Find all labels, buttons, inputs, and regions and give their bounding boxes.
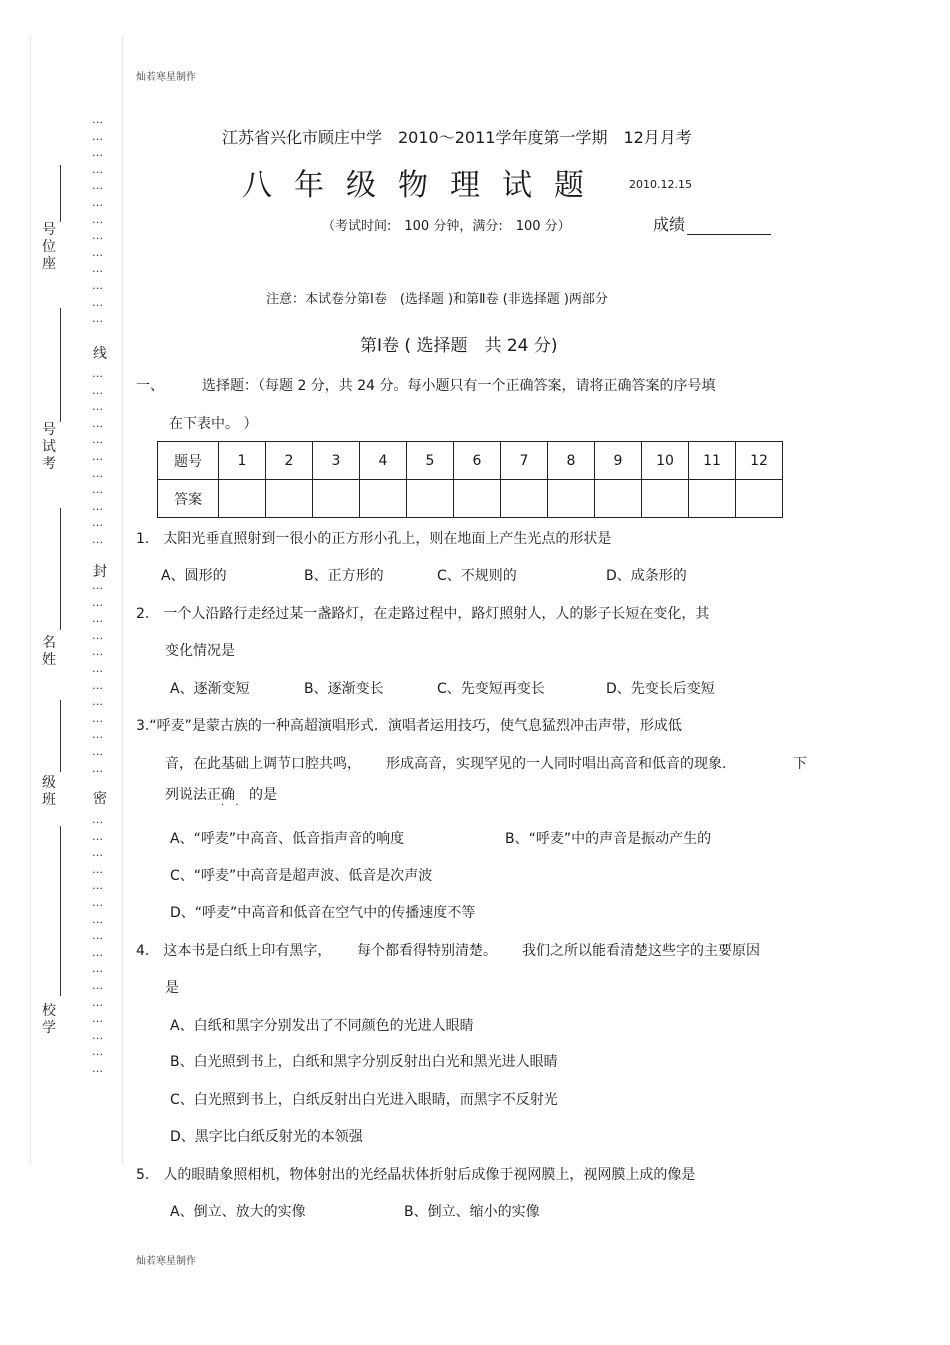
watermark-bottom: 灿若寒星制作 xyxy=(136,1256,196,1267)
answer-cell[interactable] xyxy=(548,480,595,518)
question-3-stem-cont-b: 形成高音，实现罕见的一人同时唱出高音和低音的现象. xyxy=(386,756,727,772)
question-4-stem-a: 4. 这本书是白纸上印有黑字， xyxy=(136,943,332,959)
answer-table-label-number: 题号 xyxy=(158,442,219,480)
answer-cell[interactable] xyxy=(407,480,454,518)
answer-cell[interactable] xyxy=(595,480,642,518)
question-3-stem-cont-a: 音，在此基础上调节口腔共鸣， xyxy=(165,756,361,772)
question-4-stem-cont: 是 xyxy=(165,980,179,996)
seal-dots-3: … … … … … … … … … … … … xyxy=(92,579,104,775)
answer-table-number: 7 xyxy=(501,442,548,480)
question-4-option-d: D、黑字比白纸反射光的本领强 xyxy=(170,1129,363,1145)
school-label: 校学 xyxy=(42,1003,56,1036)
binding-line-3 xyxy=(60,508,61,630)
binding-line-4 xyxy=(60,700,61,772)
part-instruction: 选择题：（每题 2 分，共 24 分。每小题只有一个正确答案，请将正确答案的序号填 xyxy=(202,378,716,394)
score-blank xyxy=(687,216,771,235)
answer-cell[interactable] xyxy=(689,480,736,518)
question-1-option-b: B、正方形的 xyxy=(304,568,384,584)
question-2-option-d: D、先变长后变短 xyxy=(606,681,715,697)
question-3-stem-cont2: 列说法正确 的是 xyxy=(165,787,277,803)
part-number: 一、 xyxy=(136,378,164,394)
answer-table-header-row xyxy=(158,442,783,480)
question-1-option-a: A、圆形的 xyxy=(161,568,227,584)
answer-table-label-answer: 答案 xyxy=(158,480,219,518)
page-margin-left xyxy=(30,35,31,1165)
answer-table-number: 4 xyxy=(360,442,407,480)
answer-table-number: 12 xyxy=(736,442,783,480)
answer-table-number: 10 xyxy=(642,442,689,480)
question-2-option-b: B、逐渐变长 xyxy=(304,681,384,697)
question-3-option-a: A、“呼麦”中高音、低音指声音的响度 xyxy=(170,831,405,847)
answer-table-number: 1 xyxy=(219,442,266,480)
answer-cell[interactable] xyxy=(313,480,360,518)
answer-cell[interactable] xyxy=(501,480,548,518)
notice: 注意：本试卷分第Ⅰ卷 (选择题 )和第Ⅱ卷 (非选择题 )两部分 xyxy=(266,292,608,307)
answer-cell[interactable] xyxy=(266,480,313,518)
question-2-option-a: A、逐渐变短 xyxy=(170,681,250,697)
section-title: 第Ⅰ卷 ( 选择题 共 24 分) xyxy=(360,336,558,356)
question-3-option-b: B、“呼麦”中的声音是振动产生的 xyxy=(505,831,712,847)
seat-number-label: 号位座 xyxy=(42,222,56,272)
seal-char-seal: 封 xyxy=(93,564,107,580)
question-5-option-a: A、倒立、放大的实像 xyxy=(170,1204,306,1220)
seal-dots-2: … … … … … … … … … … … xyxy=(92,367,104,546)
name-label: 名姓 xyxy=(42,635,56,668)
question-3-stem-cont-c: 下 xyxy=(793,756,807,772)
question-4-stem-b: 每个都看得特别清楚。 xyxy=(357,943,497,959)
question-1-option-d: D、成条形的 xyxy=(606,568,687,584)
question-1-stem: 1. 太阳光垂直照射到一很小的正方形小孔上，则在地面上产生光点的形状是 xyxy=(136,531,612,547)
seal-dots-1: … … … … … … … … … … … … … xyxy=(92,113,104,326)
binding-line-1 xyxy=(60,165,61,222)
binding-line-5 xyxy=(60,826,61,996)
answer-table xyxy=(157,441,783,518)
question-5-option-b: B、倒立、缩小的实像 xyxy=(404,1204,540,1220)
question-4-option-b: B、白光照到书上，白纸和黑字分别反射出白光和黑光进人眼睛 xyxy=(170,1054,558,1070)
score-label: 成绩 xyxy=(653,215,686,234)
answer-table-number: 11 xyxy=(689,442,736,480)
answer-cell[interactable] xyxy=(736,480,783,518)
answer-cell[interactable] xyxy=(360,480,407,518)
question-2-stem: 2. 一个人沿路行走经过某一盏路灯，在走路过程中，路灯照射人，人的影子长短在变化，其 xyxy=(136,606,710,622)
class-label: 级班 xyxy=(42,775,56,808)
answer-table-number: 2 xyxy=(266,442,313,480)
answer-table-number: 5 xyxy=(407,442,454,480)
answer-cell[interactable] xyxy=(219,480,266,518)
emphasis-dots: · · xyxy=(221,800,243,811)
question-1-option-c: C、不规则的 xyxy=(437,568,517,584)
answer-table-number: 3 xyxy=(313,442,360,480)
watermark-top: 灿若寒星制作 xyxy=(136,72,196,83)
question-3-stem: 3.“呼麦”是蒙古族的一种高超演唱形式．演唱者运用技巧，使气息猛烈冲击声带，形成低 xyxy=(136,718,682,734)
question-2-option-c: C、先变短再变长 xyxy=(437,681,545,697)
question-3-option-d: D、“呼麦”中高音和低音在空气中的传播速度不等 xyxy=(170,905,476,921)
exam-number-label: 号试考 xyxy=(42,422,56,472)
question-4-option-a: A、白纸和黑字分别发出了不同颜色的光进人眼睛 xyxy=(170,1018,474,1034)
seal-dots-4: … … … … … … … … … … … … … … … … xyxy=(92,813,104,1075)
question-2-stem-cont: 变化情况是 xyxy=(165,643,235,659)
question-5-stem: 5. 人的眼睛象照相机，物体射出的光经晶状体折射后成像于视网膜上，视网膜上成的像是 xyxy=(136,1167,696,1183)
page-margin-inner xyxy=(122,35,123,1165)
question-3-option-c: C、“呼麦”中高音是超声波、低音是次声波 xyxy=(170,868,433,884)
answer-table-number: 6 xyxy=(454,442,501,480)
exam-date: 2010.12.15 xyxy=(629,178,692,191)
answer-cell[interactable] xyxy=(454,480,501,518)
answer-table-answer-row xyxy=(158,480,783,518)
part-instruction-cont: 在下表中。 ） xyxy=(169,416,258,432)
binding-line-2 xyxy=(60,308,61,422)
seal-char-line: 线 xyxy=(93,346,107,362)
score-field xyxy=(653,212,771,235)
answer-table-number: 8 xyxy=(548,442,595,480)
answer-cell[interactable] xyxy=(642,480,689,518)
school-line: 江苏省兴化市顾庄中学 2010～2011学年度第一学期 12月月考 xyxy=(222,128,692,147)
question-4-stem-c: 我们之所以能看清楚这些字的主要原因 xyxy=(522,943,760,959)
exam-title: 八年级物理试题 xyxy=(242,168,606,203)
question-4-option-c: C、白光照到书上，白纸反射出白光进入眼睛，而黑字不反射光 xyxy=(170,1092,558,1108)
answer-table-number: 9 xyxy=(595,442,642,480)
exam-info: （考试时间: 100 分钟，满分: 100 分） xyxy=(322,219,571,234)
seal-char-secret: 密 xyxy=(93,791,107,807)
